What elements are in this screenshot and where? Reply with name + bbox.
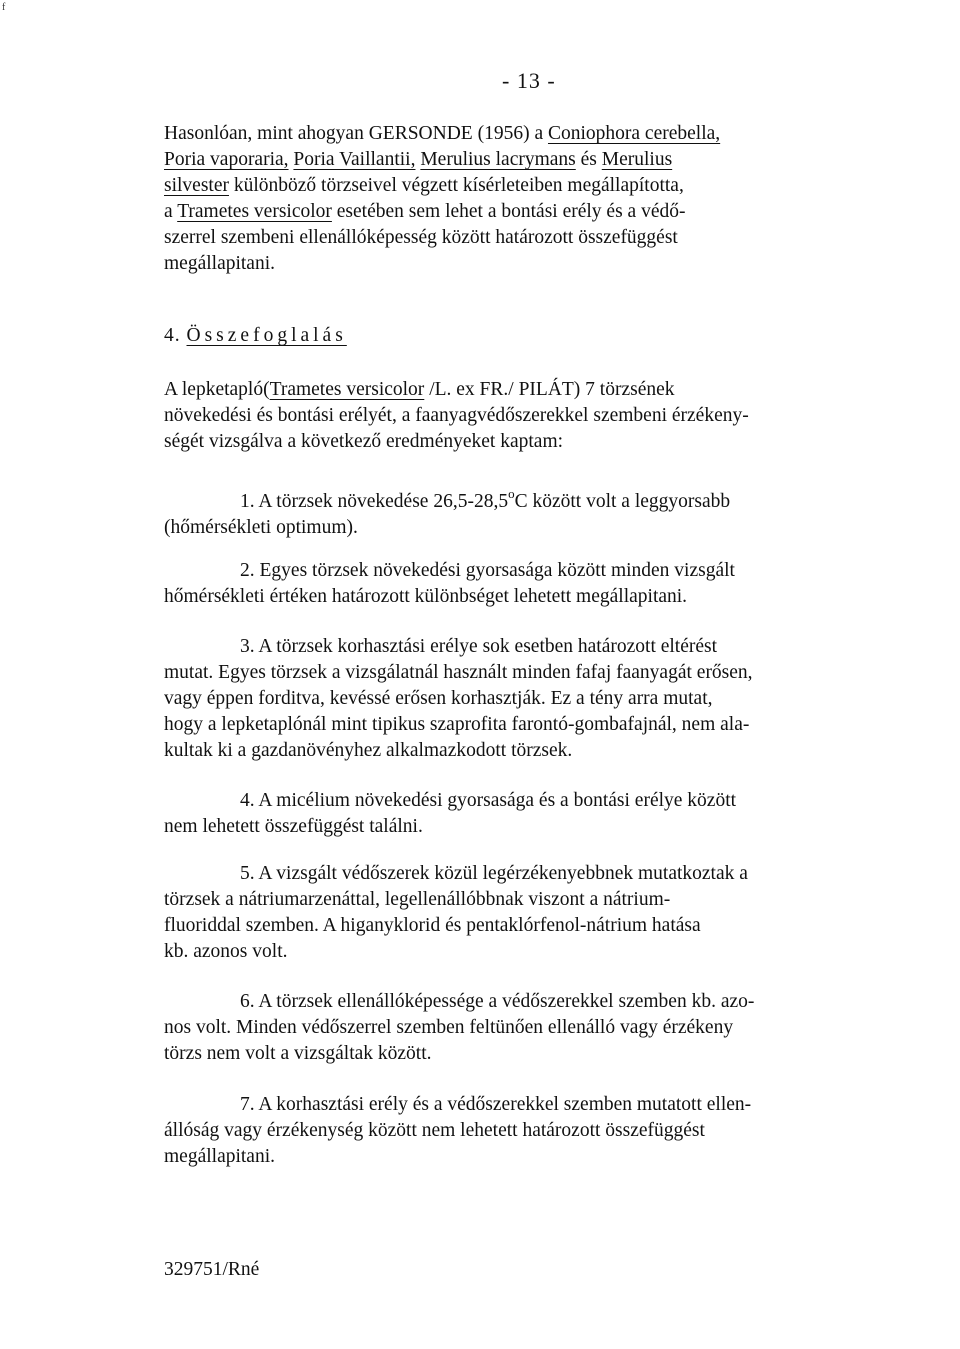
section-number: 4. xyxy=(164,325,187,346)
intro-text: különböző törzseivel végzett kísérleteiben megállapította, xyxy=(228,175,684,196)
section-title: Összefoglalás xyxy=(186,325,347,346)
species-name: Poria Vaillantii, xyxy=(293,149,416,170)
item-line xyxy=(164,989,934,1015)
item-line: mutat. Egyes törzsek a vizsgálatnál használt minden fafaj faanyagát erősen, xyxy=(164,662,753,683)
item-text: 2. Egyes törzsek növekedési gyorsasága között minden vizsgált xyxy=(240,560,735,581)
result-item-3 xyxy=(164,634,934,764)
result-item-5 xyxy=(164,861,934,965)
intro-line-4 xyxy=(164,199,934,225)
summary-text: /L. ex FR./ PILÁT) 7 törzsének xyxy=(424,379,675,400)
species-name: Coniophora cerebella, xyxy=(547,123,721,144)
item-line xyxy=(164,634,934,660)
item-line: hogy a lepketaplónál mint tipikus szaprofita farontó-gombafajnál, nem ala- xyxy=(164,714,750,735)
species-name: Merulius lacrymans xyxy=(420,149,576,170)
intro-text: és xyxy=(575,149,602,170)
document-reference: 329751/Rné xyxy=(164,1259,260,1280)
section-heading xyxy=(164,325,347,347)
degree-mark: o xyxy=(508,486,515,501)
species-name: Trametes versicolor xyxy=(177,201,332,222)
item-line xyxy=(164,1092,934,1118)
item-text: 6. A törzsek ellenállóképessége a védőszerekkel szemben kb. azo- xyxy=(240,991,755,1012)
result-item-6 xyxy=(164,989,934,1067)
intro-line-1 xyxy=(164,121,934,147)
item-line: törzs nem volt a vizsgáltak között. xyxy=(164,1043,432,1064)
species-name: Trametes versicolor xyxy=(269,379,425,400)
item-text: 3. A törzsek korhasztási erélye sok esetben határozott eltérést xyxy=(240,636,718,657)
item-text: C között volt a leggyorsabb xyxy=(514,491,731,512)
intro-line-3 xyxy=(164,173,934,199)
item-text: 1. A törzsek növekedése 26,5-28,5 xyxy=(240,491,509,512)
intro-text: Hasonlóan, mint ahogyan GERSONDE (1956) a xyxy=(164,123,548,144)
summary-line-3: ségét vizsgálva a következő eredményeket kaptam: xyxy=(164,431,564,452)
result-item-4 xyxy=(164,788,934,840)
item-line: kultak ki a gazdanövényhez alkalmazkodott törzsek. xyxy=(164,740,573,761)
summary-line-1 xyxy=(164,377,934,403)
item-line: vagy éppen forditva, kevéssé erősen korhasztják. Ez a tény arra mutat, xyxy=(164,688,713,709)
item-line xyxy=(164,861,934,887)
item-line: kb. azonos volt. xyxy=(164,941,288,962)
summary-line-2: növekedési és bontási erélyét, a faanyagvédőszerekkel szembeni érzékeny- xyxy=(164,405,749,426)
item-text: 5. A vizsgált védőszerek közül legérzékenyebbnek mutatkoztak a xyxy=(240,863,748,884)
item-line xyxy=(164,558,934,584)
intro-paragraph xyxy=(164,121,934,277)
result-item-7 xyxy=(164,1092,934,1170)
summary-text: A lepketapló( xyxy=(164,379,270,400)
species-name: silvester xyxy=(164,175,229,196)
item-line: hőmérsékleti értéken határozott különbséget lehetett megállapitani. xyxy=(164,586,688,607)
intro-line-5: szerrel szembeni ellenállóképesség között határozott összefüggést xyxy=(164,227,678,248)
corner-mark: f xyxy=(2,2,6,13)
item-line: törzsek a nátriumarzenáttal, legellenállóbbnak viszont a nátrium- xyxy=(164,889,671,910)
species-name: Poria vaporaria, xyxy=(164,149,289,170)
item-line: fluoriddal szemben. A higanyklorid és pentaklórfenol-nátrium hatása xyxy=(164,915,701,936)
intro-text: a xyxy=(164,201,178,222)
intro-line-2 xyxy=(164,147,934,173)
result-item-2 xyxy=(164,558,934,610)
page-number: - 13 - xyxy=(502,68,556,93)
species-name: Merulius xyxy=(601,149,673,170)
item-line: állóság vagy érzékenység között nem lehetett határozott összefüggést xyxy=(164,1120,705,1141)
item-line xyxy=(164,481,934,515)
item-text: 4. A micélium növekedési gyorsasága és a bontási erélye között xyxy=(240,790,737,811)
item-line: megállapitani. xyxy=(164,1146,276,1167)
item-line: nem lehetett összefüggést találni. xyxy=(164,816,423,837)
item-text: 7. A korhasztási erély és a védőszerekkel szemben mutatott ellen- xyxy=(240,1094,752,1115)
item-line: nos volt. Minden védőszerrel szemben feltünően ellenálló vagy érzékeny xyxy=(164,1017,734,1038)
item-line xyxy=(164,788,934,814)
intro-line-6: megállapitani. xyxy=(164,253,276,274)
item-line: (hőmérsékleti optimum). xyxy=(164,517,358,538)
intro-text: esetében sem lehet a bontási erély és a védő- xyxy=(331,201,686,222)
result-item-1 xyxy=(164,481,934,541)
summary-paragraph xyxy=(164,377,934,455)
